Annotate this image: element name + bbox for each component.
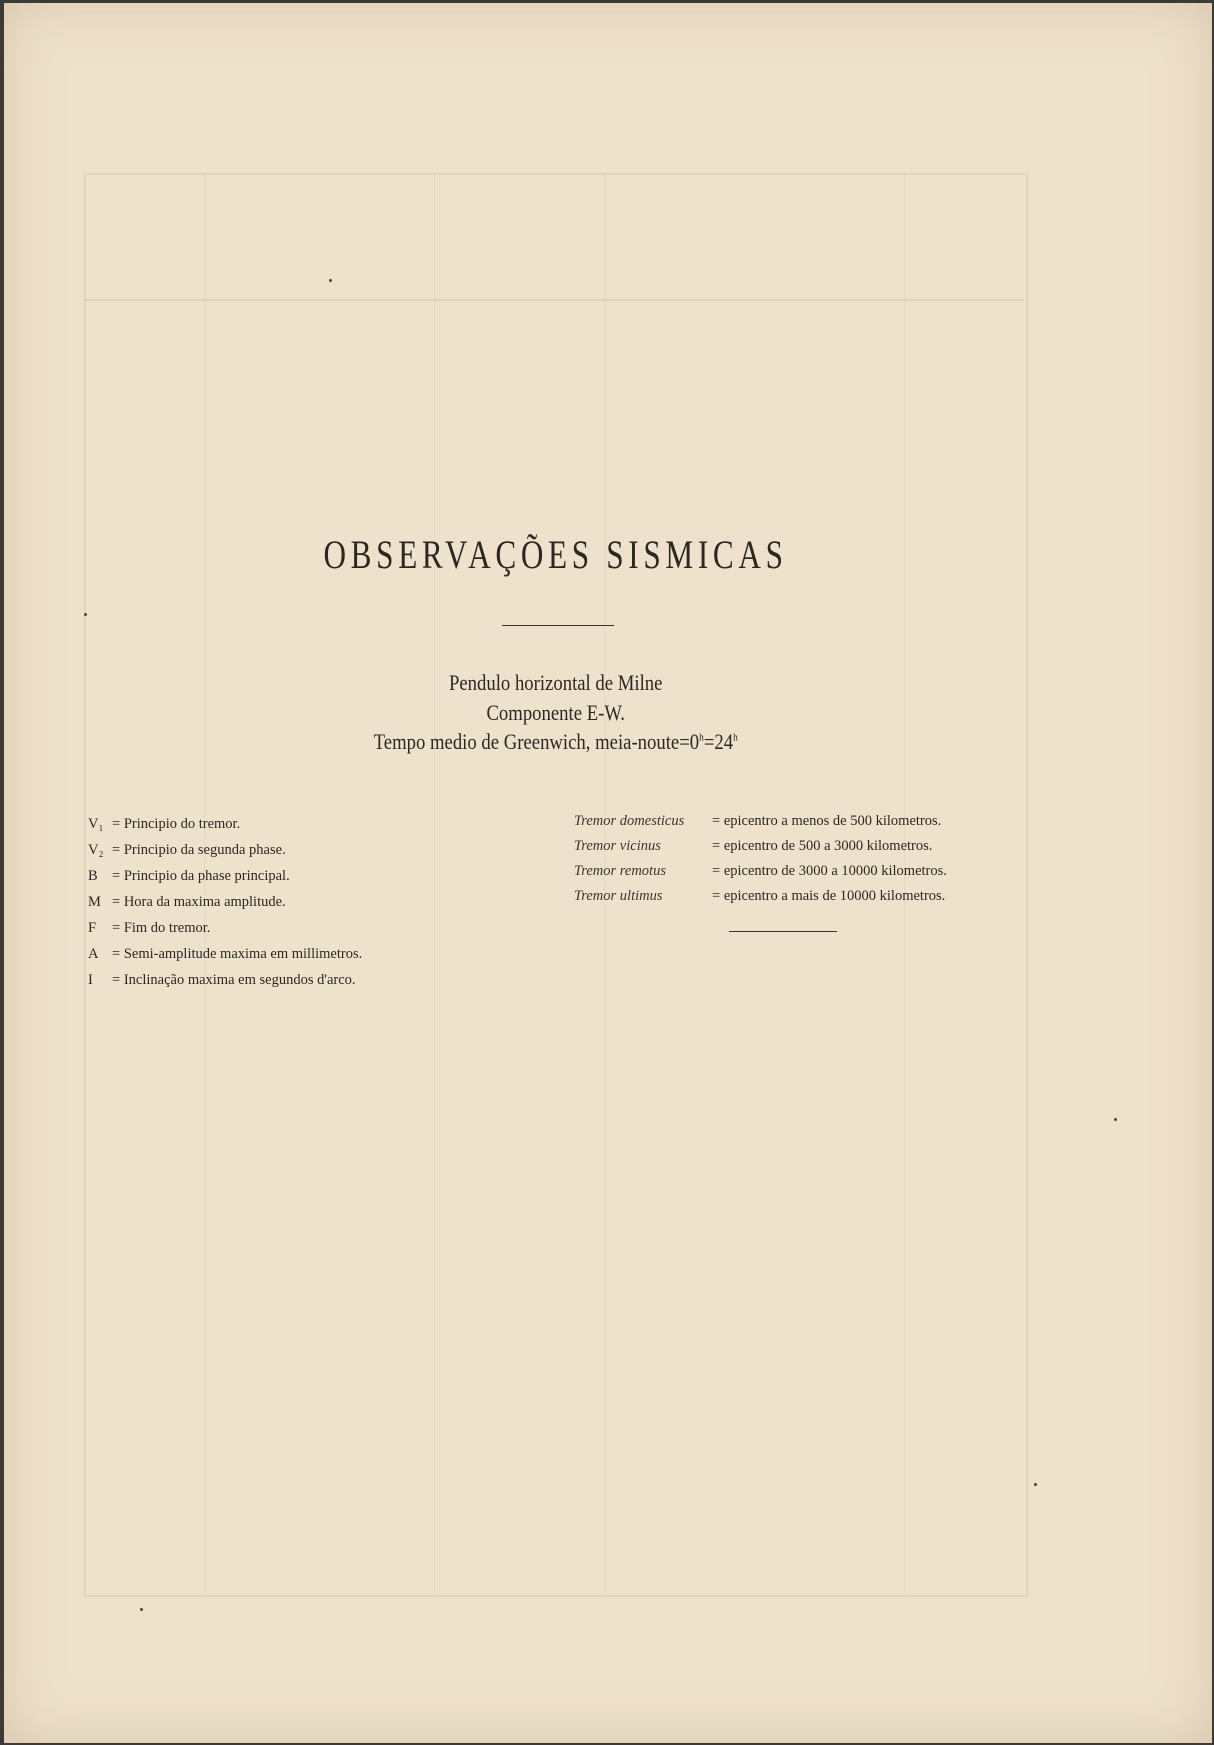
legend-divider — [729, 931, 837, 932]
legend-text: Inclinação maxima em segundos d'arco. — [123, 972, 356, 988]
legend-equals: = — [712, 888, 721, 904]
tremor-term: Tremor remotus — [574, 863, 666, 879]
legend-text: Fim do tremor. — [123, 920, 211, 936]
paper-speck — [84, 613, 87, 616]
instrument-line: Pendulo horizontal de Milne — [448, 670, 663, 695]
legend-item — [88, 915, 362, 941]
legend-equals: = — [112, 816, 121, 832]
legend-symbol: F — [88, 920, 97, 936]
legend-text: Principio da phase principal. — [123, 868, 290, 884]
legend-equals: = — [712, 863, 721, 879]
legend-equals: = — [112, 842, 121, 858]
document-page — [4, 3, 1212, 1743]
equals-sign: = — [703, 729, 715, 754]
legend-text: epicentro de 3000 a 10000 kilometros. — [723, 863, 947, 879]
paper-speck — [1034, 1483, 1037, 1486]
equals-sign: = — [679, 729, 690, 754]
tremor-term: Tremor domesticus — [574, 813, 685, 829]
paper-speck — [1114, 1118, 1117, 1121]
paper-speck — [329, 279, 332, 282]
midnight-value-alt: 24 — [714, 729, 734, 754]
legend-item — [88, 837, 362, 863]
legend-text: Principio do tremor. — [123, 816, 241, 832]
legend-equals: = — [712, 838, 721, 854]
legend-item — [88, 889, 362, 915]
legend-item — [574, 834, 947, 859]
legend-symbol: B — [88, 868, 98, 884]
legend-item — [574, 884, 947, 909]
legend-item — [574, 859, 947, 884]
time-reference-line — [87, 729, 1025, 755]
legend-text: Hora da maxima amplitude. — [123, 894, 286, 910]
legend-symbol: M — [88, 894, 101, 910]
legend-item — [88, 863, 362, 889]
time-reference-text: Tempo medio de Greenwich, meia-noute — [373, 729, 680, 754]
legend-text: epicentro a mais de 10000 kilometros. — [723, 888, 946, 904]
page-title: OBSERVAÇÕES SISMICAS — [323, 532, 788, 577]
legend-text: epicentro de 500 a 3000 kilometros. — [723, 838, 933, 854]
component-line: Componente E-W. — [486, 700, 625, 725]
distance-legend — [574, 809, 947, 909]
legend-symbol: I — [88, 972, 93, 988]
title-divider — [502, 625, 614, 626]
legend-text: Principio da segunda phase. — [123, 842, 286, 858]
midnight-value: 0 — [689, 729, 700, 754]
bleed-through-header-rule — [84, 299, 1024, 301]
legend-item — [88, 941, 362, 967]
hour-unit: h — [699, 731, 704, 744]
paper-speck — [140, 1608, 143, 1611]
phase-legend — [88, 811, 362, 993]
legend-item — [574, 809, 947, 834]
legend-symbol: V₁ — [88, 816, 104, 832]
legend-equals: = — [112, 972, 121, 988]
tremor-term: Tremor vicinus — [574, 838, 661, 854]
legend-equals: = — [112, 920, 121, 936]
legend-equals: = — [112, 894, 121, 910]
legend-text: epicentro a menos de 500 kilometros. — [723, 813, 942, 829]
legend-equals: = — [112, 946, 121, 962]
legend-item — [88, 967, 362, 993]
legend-symbol: A — [88, 946, 99, 962]
legend-equals: = — [112, 868, 121, 884]
bleed-through-column-rule — [434, 173, 435, 1593]
legend-item — [88, 811, 362, 837]
tremor-term: Tremor ultimus — [574, 888, 663, 904]
legend-symbol: V₂ — [88, 842, 104, 858]
legend-text: Semi-amplitude maxima em millimetros. — [123, 946, 363, 962]
hour-unit: h — [733, 731, 738, 744]
legend-equals: = — [712, 813, 721, 829]
